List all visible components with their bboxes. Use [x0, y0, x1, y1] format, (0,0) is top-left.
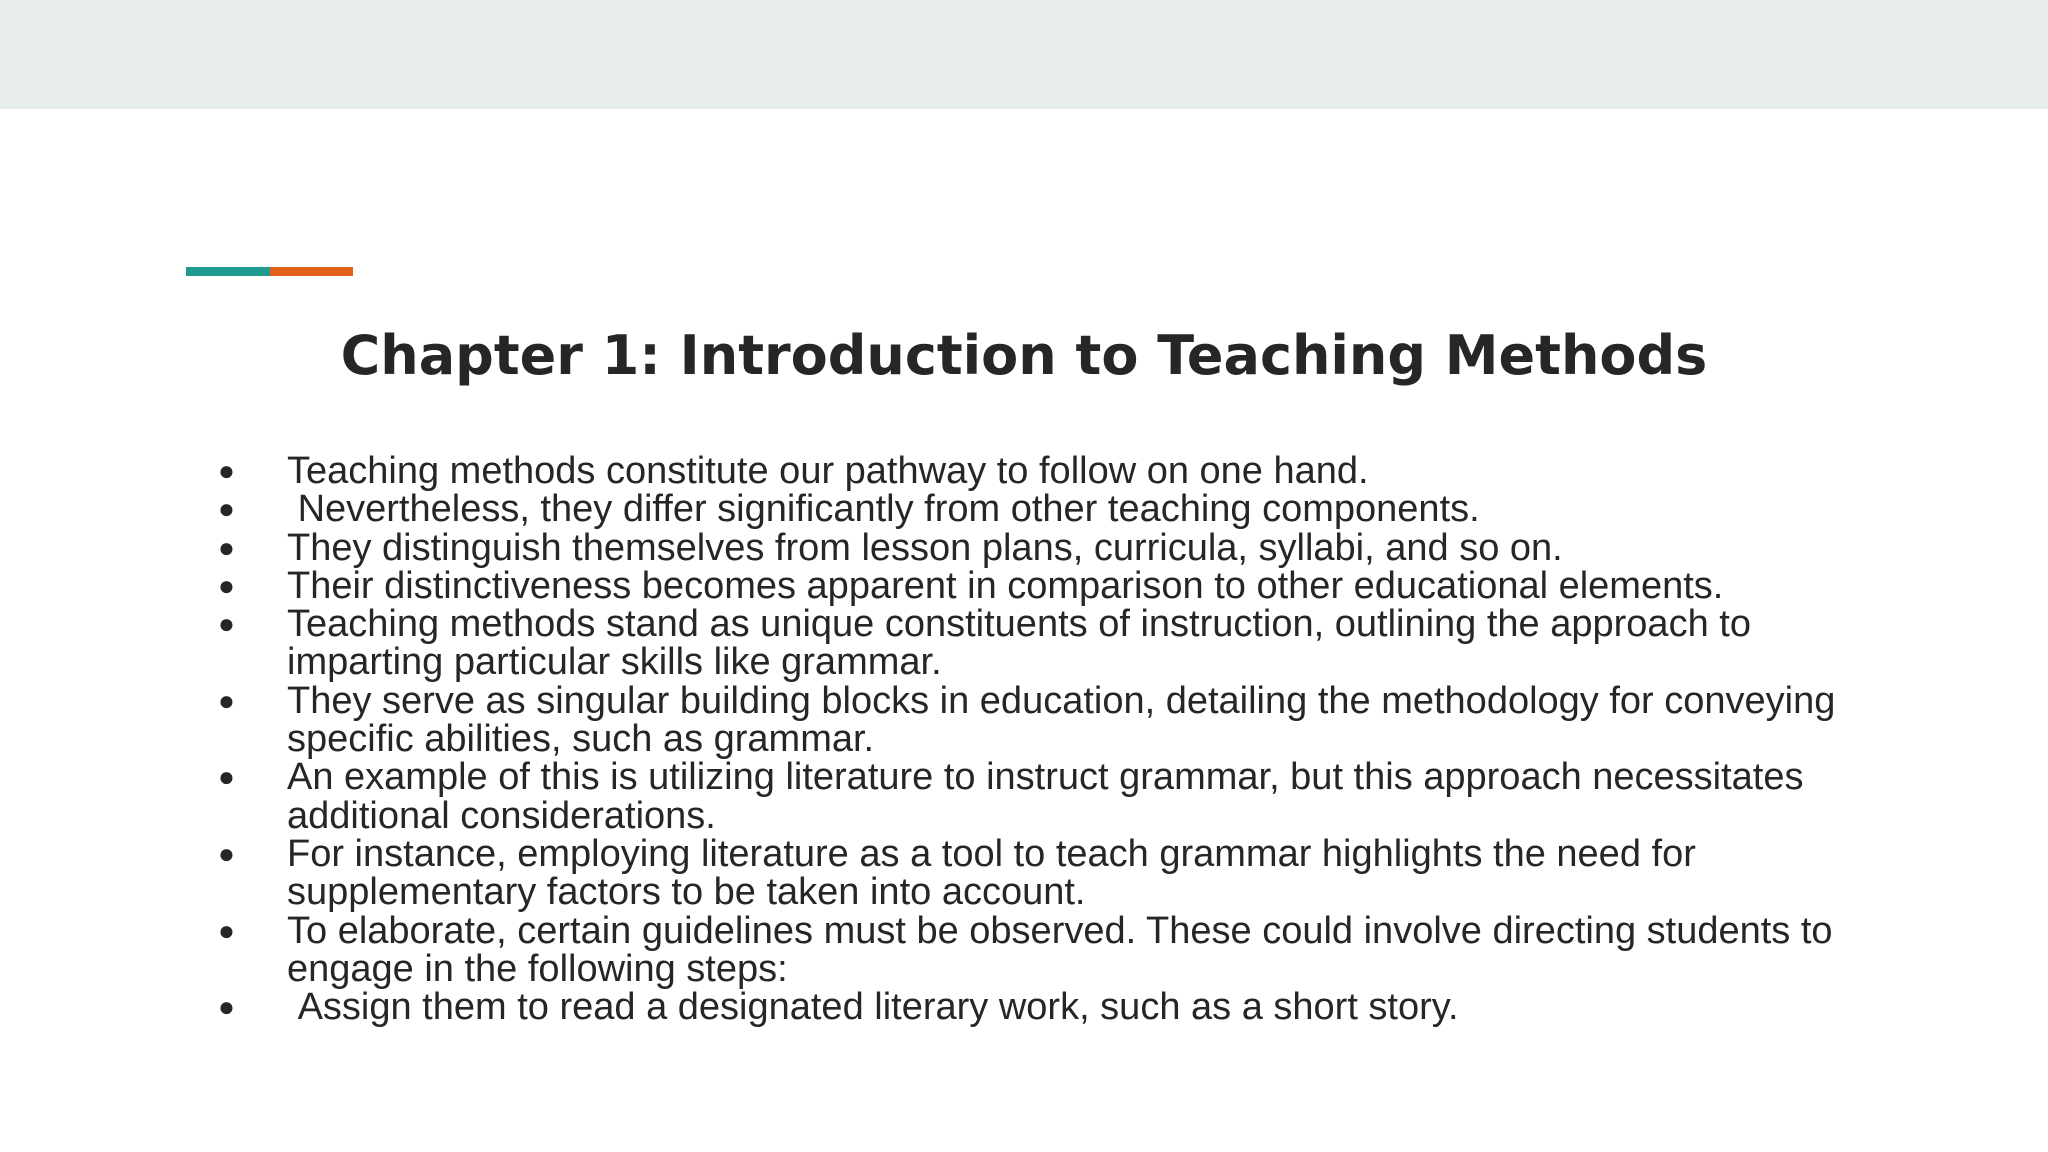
slide-title: Chapter 1: Introduction to Teaching Methods	[340, 324, 1708, 387]
bullet-dot-icon: ●	[218, 761, 235, 793]
bullet-text: Their distinctiveness becomes apparent in comparison to other educational elements.	[287, 564, 1724, 607]
bullet-item	[218, 605, 1878, 682]
bullet-dot-icon: ●	[218, 837, 235, 869]
accent-bar-orange	[270, 267, 353, 276]
accent-bar-teal	[186, 267, 270, 276]
bullet-item	[218, 526, 1878, 569]
bullet-dot-icon: ●	[218, 569, 235, 601]
bullet-dot-icon: ●	[218, 684, 235, 716]
top-band	[0, 0, 2048, 109]
bullet-text: For instance, employing literature as a tool to teach grammar highlights the need for supplementary factors to be taken into account.	[287, 832, 1707, 914]
bullet-dot-icon: ●	[218, 991, 235, 1023]
bullet-item	[218, 832, 1878, 914]
bullet-text: An example of this is utilizing literature to instruct grammar, but this approach necessitates additional considerations.	[287, 756, 1815, 837]
bullet-dot-icon: ●	[218, 608, 235, 640]
bullet-text: They distinguish themselves from lesson plans, curricula, syllabi, and so on.	[287, 526, 1563, 569]
bullet-text: Teaching methods constitute our pathway to follow on one hand.	[287, 450, 1369, 492]
bullet-dot-icon: ●	[218, 531, 235, 563]
bullet-text: Teaching methods stand as unique constituents of instruction, outlining the approach to imparting particular skills like grammar.	[287, 603, 1762, 684]
bullet-list	[218, 450, 1878, 1029]
bullet-item	[218, 564, 1878, 607]
bullet-item	[218, 488, 1878, 531]
bullet-item	[218, 452, 1878, 490]
bullet-item	[218, 758, 1878, 835]
bullet-item	[218, 909, 1878, 990]
bullet-text: They serve as singular building blocks in education, detailing the methodology for conveying specific abilities, such as grammar.	[287, 679, 1846, 761]
bullet-item	[218, 679, 1878, 761]
bullet-dot-icon: ●	[218, 493, 235, 525]
bullet-text: To elaborate, certain guidelines must be observed. These could involve directing students to engage in the following steps:	[287, 909, 1844, 990]
bullet-text: Assign them to read a designated literary work, such as a short story.	[287, 986, 1459, 1029]
bullet-text: Nevertheless, they differ significantly from other teaching components.	[287, 488, 1480, 531]
bullet-dot-icon: ●	[218, 455, 235, 486]
bullet-item	[218, 986, 1878, 1029]
bullet-dot-icon: ●	[218, 914, 235, 946]
